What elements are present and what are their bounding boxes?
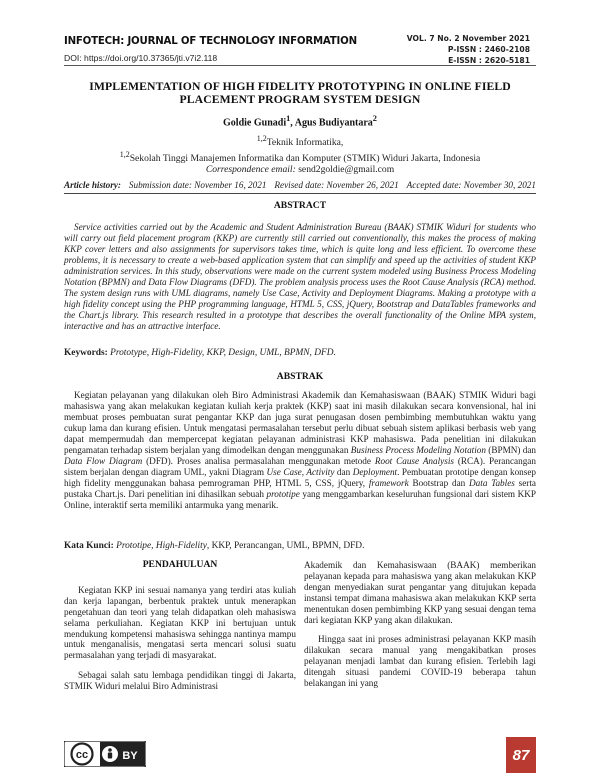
keywords-english (64, 348, 536, 358)
person-body (108, 753, 112, 759)
cc-glyph: cc (75, 749, 89, 761)
affiliation-superscript: 1,2 (119, 149, 130, 159)
body-paragraph: Akademik dan Kemahasiswaan (BAAK) memberikan pelayanan kepada para mahasiswa yang akan melakukan KKP dengan menyediakan surat pengantar yang ditujukan kepada instansi tempat dimana mahasiswa akan melakukan KKP serta menentukan dosen pembimbing KKP yang sesuai dengan tema dari kegiatan KKP yang akan dilakukan. (304, 560, 536, 625)
abstrak-run: . Pembuatan prototipe dengan konsep high fidelity menggunakan bahasa pemrograman PHP, HTML 5, CSS, jQuery, (64, 467, 537, 489)
keywords-indonesian (64, 541, 536, 551)
abstrak-run: Bootstrap dan (408, 478, 470, 489)
author-list (64, 114, 536, 128)
body-column-right (304, 560, 536, 698)
kata-kunci-italic: Prototipe, High-Fidelity (116, 541, 207, 551)
author-name: Agus Budiyantara (294, 117, 373, 129)
history-label: Article history: (64, 180, 121, 190)
abstrak-run: serta pustaka Chart.js. Dari penelitian ini dihasilkan sebuah (64, 478, 536, 500)
affiliation-block (64, 133, 536, 176)
correspondence-email: Correspondence email: send2goldie@gmail.com (205, 164, 395, 176)
accepted-date: Accepted date: November 30, 2021 (406, 180, 536, 190)
email-label: Correspondence email (205, 164, 293, 176)
abstrak-italic: Root Cause Analysis (374, 456, 454, 467)
abstract-english-text: Service activities carried out by the Academic and Student Administration Bureau (BAAK) STMIK Widuri for students who will carry out field placement program (KKP) are currently still carried out conventionally, this makes the process of making KKP cover letters and also assignments for supervisors takes time, which is quite long and less efficient. To overcome these problems, it is necessary to create a web-based application system that can simplify and speed up the activities of student KKP administration services. In this study, observations were made on the current system modeled using Business Process Modeling Notation (BPMN) and Data Flow Diagrams (DFD). The problem analysis process uses the Root Cause Analysis (RCA) method. The system design runs with UML diagrams, namely Use Case, Activity and Deployment Diagrams. Making a prototype with a high fidelity concept using the PHP programming language, HTML 5, CSS, jQuery, Bootstrap and DataTables frameworks and the Chart.js library. This research resulted in a prototype that describes the overall functionality of the Online MPA system, interactive and has an attractive interface. (64, 222, 536, 332)
abstrak-run: yang menggambarkan keseluruhan fungsional dari sistem KKP Online, interaktif serta memiliki antarmuka yang menarik. (64, 489, 536, 511)
abstrak-italic: Deployment (352, 467, 398, 478)
abstract-english (64, 222, 536, 332)
title-line: PLACEMENT PROGRAM SYSTEM DESIGN (179, 93, 421, 106)
volume-label: VOL. 7 No. 2 November 2021 (406, 34, 530, 43)
journal-name: INFOTECH: JOURNAL OF TECHNOLOGY INFORMATION (64, 36, 357, 47)
abstrak-heading: ABSTRAK (276, 371, 324, 382)
body-paragraph: Kegiatan KKP ini sesuai namanya yang terdiri atas kuliah dan kerja lapangan, berbentuk praktek untuk menerapkan pengetahuan dan teori yang telah didapatkan oleh mahasiswa selama perkuliahan. Kegiatan KKP ini bertujuan untuk mendukung kompetensi mahasiswa sehingga nantinya mampu untuk menganalisis, mengatasi serta mencari solusi suatu permasalahan yang terjadi di masyarakat. (64, 584, 296, 661)
keywords-values: Prototype, High-Fidelity, KKP, Design, UML, BPMN, DFD. (110, 348, 336, 358)
doi-link[interactable]: DOI: https://doi.org/10.37365/jti.v7i2.118 (64, 53, 218, 63)
abstrak-run: (RCA). Perancangan sistem berjalan dengan diagram UML, yakni Diagram (64, 456, 536, 478)
body-column-left (64, 560, 296, 701)
affiliation-dept (64, 133, 536, 149)
issue-info (407, 33, 530, 66)
affiliation-school-text: Sekolah Tinggi Manajemen Informatika dan Komputer (STMIK) Widuri Jakarta, Indonesia (129, 152, 481, 164)
by-label: BY (122, 750, 138, 762)
paper-title (70, 80, 530, 106)
abstrak-run: dan (334, 467, 353, 478)
author-superscript: 2 (372, 114, 377, 123)
history-divider (64, 193, 536, 194)
revised-date: Revised date: November 26, 2021 (274, 180, 399, 190)
affiliation-dept-text: Teknik Informatika, (266, 137, 344, 149)
author-name: Goldie Gunadi (223, 117, 287, 129)
abstrak-indonesian (64, 390, 536, 512)
header-divider (64, 65, 536, 66)
section-heading: PENDAHULUAN (142, 559, 218, 570)
abstrak-run: (DFD). Proses analisa permasalahan menggunakan metode (142, 456, 375, 467)
abstrak-italic: Use Case, Activity (266, 467, 335, 478)
article-history (64, 180, 536, 190)
abstrak-italic: Business Process Modeling Notation (350, 445, 486, 456)
author-separator: , (290, 117, 295, 129)
abstrak-italic: Data Tables (469, 478, 515, 489)
email-address[interactable]: send2goldie@gmail.com (298, 164, 395, 176)
kata-kunci-label: Kata Kunci: (64, 541, 114, 551)
kata-kunci-values: , KKP, Perancangan, UML, BPMN, DFD. (206, 541, 365, 551)
keywords-label: Keywords: (64, 348, 108, 358)
affiliation-superscript: 1,2 (256, 134, 267, 143)
body-paragraph: Sebagai salah satu lembaga pendidikan tinggi di Jakarta, STMIK Widuri melalui Biro Administrasi (64, 670, 296, 692)
pissn-label: P-ISSN : 2460-2108 (447, 45, 530, 54)
abstrak-run: Kegiatan pelayanan yang dilakukan oleh Biro Administrasi Akademik dan Kemahasiswaan (BAAK) STMIK Widuri bagi mahasiswa yang akan melakukan kegiatan kuliah kerja praktek (KKP) saat ini masih dilakukan secara konvensional, hal ini membuat proses pembuatan surat pengantar KKP dan juga surat penugasan dosen pembimbing membutuhkan waktu yang cukup lama dan kurang efisien. Untuk mengatasi permasalahan tersebut perlu dibuat sebuah sistem aplikasi berbasis web yang dapat mempermudah dan mempercepat kegiatan pelayanan administrasi KKP mahasiswa. Pada penelitian ini dilakukan pengamatan terhadap sistem berjalan yang dimodelkan dengan menggunakan (64, 390, 536, 456)
page-number: 87 (506, 737, 536, 773)
license-badge-graphic (64, 741, 146, 767)
cc-by-license-badge[interactable] (64, 741, 146, 767)
abstrak-text (64, 390, 536, 512)
person-head (108, 748, 112, 752)
abstrak-italic: framework (368, 478, 409, 489)
body-paragraph: Hingga saat ini proses administrasi pelayanan KKP masih dilakukan secara manual yang mengakibatkan proses pelayanan menjadi lambat dan kurang efisien. Terlebih lagi ditengah situasi pandemi COVID-19 beberapa tahun belakangan ini yang (304, 634, 536, 689)
title-line: IMPLEMENTATION OF HIGH FIDELITY PROTOTYPING IN ONLINE FIELD (89, 80, 511, 93)
abstrak-italic: Data Flow Diagram (64, 456, 143, 467)
affiliation-school (64, 149, 536, 165)
eissn-label: E-ISSN : 2620-5181 (448, 56, 530, 65)
abstrak-italic: prototipe (266, 489, 300, 500)
author-superscript: 1 (286, 114, 291, 123)
abstract-heading: ABSTRACT (273, 200, 327, 211)
submission-date: Submission date: November 16, 2021 (128, 180, 267, 190)
abstrak-run: (BPMN) dan (485, 445, 536, 456)
